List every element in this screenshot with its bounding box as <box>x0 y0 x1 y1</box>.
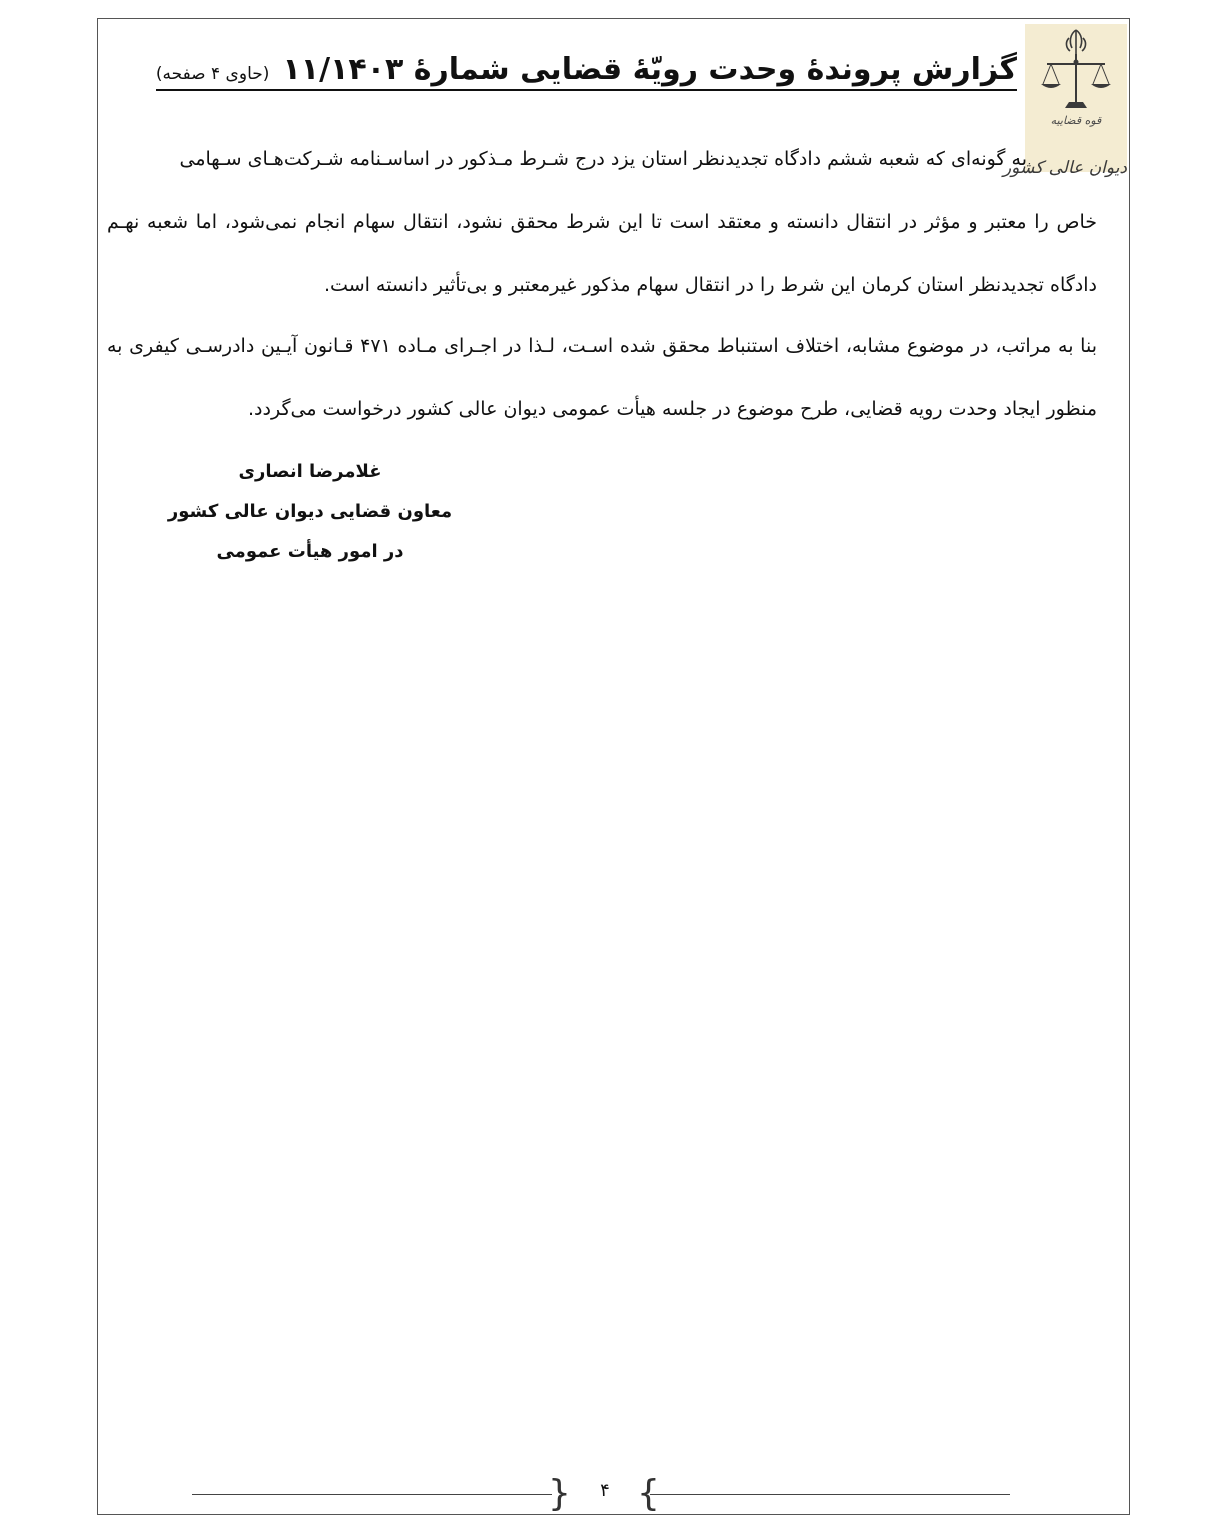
emblem-motto: قوه قضاییه <box>1050 114 1102 127</box>
signature-block <box>150 452 470 572</box>
paragraph-1-first-line: به گونه‌ای که شعبه ششم دادگاه تجدیدنظر استان یزد درج شـرط مـذکور در اساسـنامه شـرکت‌هـای سـهامی <box>179 148 1027 170</box>
signatory-name: غلامرضا انصاری <box>238 461 382 482</box>
scales-of-justice-icon <box>1025 24 1127 114</box>
signatory-position: معاون قضایی دیوان عالی کشور <box>167 501 453 522</box>
footer-divider-right <box>650 1494 1010 1495</box>
signatory-department: در امور هیأت عمومی <box>216 541 404 562</box>
page-number: ۴ <box>600 1480 610 1501</box>
footer-brace-right: { <box>637 1473 660 1514</box>
paragraph-2: بنا به مراتب، در موضوع مشابه، اختلاف استنباط محقق شده اسـت، لـذا در اجـرای مـاده ۴۷۱ قـانون آیـین دادرسـی کیفری به منظور ایجاد وحدت رویه قضایی، طرح موضوع در جلسه هیأت عمومی دیوان عالی کشور درخواست می‌گردد. <box>107 335 1097 420</box>
footer-brace-left: } <box>548 1473 571 1514</box>
paragraph-1-continuation: خاص را معتبر و مؤثر در انتقال دانسته و معتقد است تا این شرط محقق نشود، انتقال سهام انجام نمی‌شود، اما شعبه نهـم دادگاه تجدیدنظر استان کرمان این شرط را در انتقال سهام مذکور غیرمعتبر و بی‌تأثیر دانسته است. <box>107 211 1097 296</box>
emblem-name: دیوان عالی کشور <box>1002 158 1127 178</box>
page-title <box>156 52 1017 91</box>
judiciary-emblem <box>1002 24 1127 178</box>
report-title: گزارش پروندهٔ وحدت رویّهٔ قضایی شمارهٔ ۱۱/۱۴۰۳ <box>282 52 1017 87</box>
footer-divider-left <box>192 1494 552 1495</box>
page-count-note: (حاوی ۴ صفحه) <box>155 64 270 84</box>
